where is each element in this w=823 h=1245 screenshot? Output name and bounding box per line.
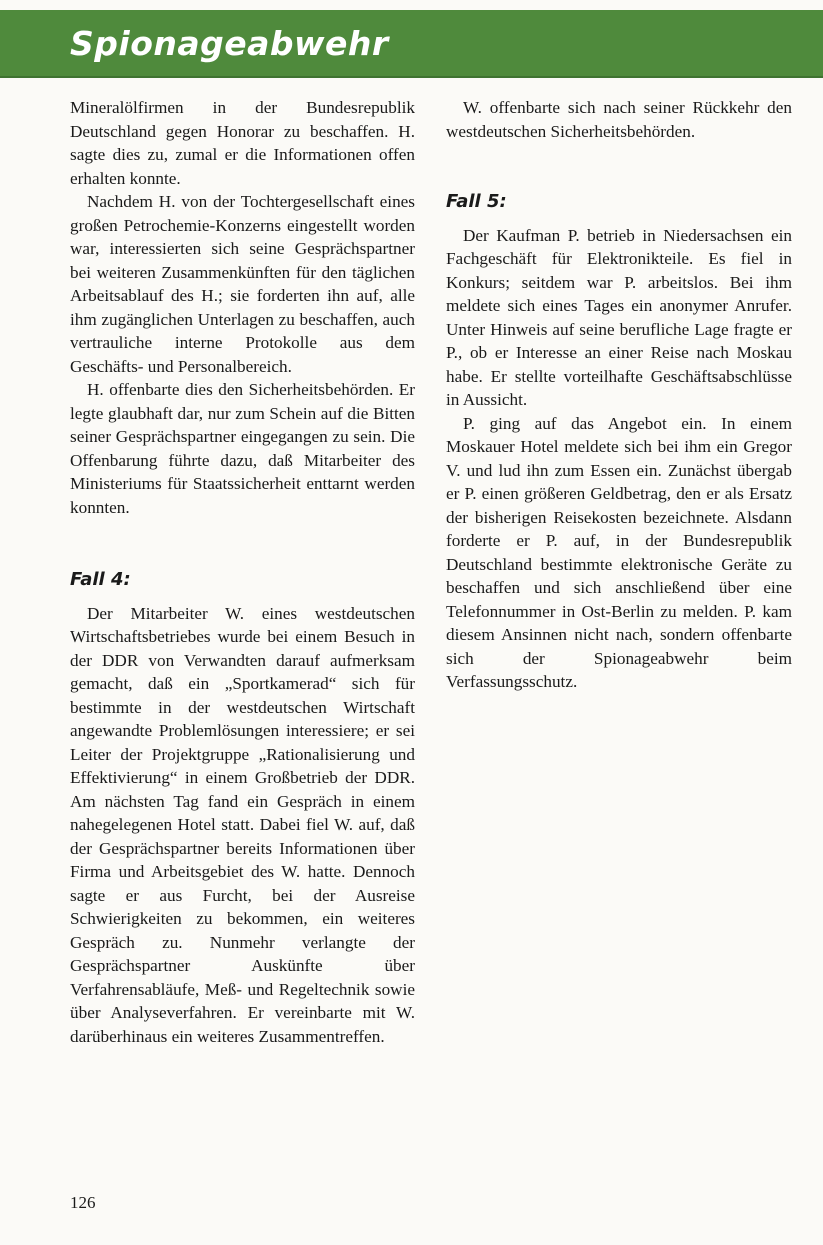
paragraph: Der Kaufman P. betrieb in Niedersachsen ein Fachgeschäft für Elektronikteile. Es fiel in Konkurs; seitdem war P. arbeitslos. Bei ihm meldete sich eines Tages ein anonymer Anrufer. Unter Hinweis auf seine berufliche Lage fragte er P., ob er Interesse an einer Reise nach Moskau habe. Er stellte vorteilhafte Geschäftsabschlüsse in Aussicht. [446, 225, 792, 409]
right-column [446, 96, 792, 694]
case-5-heading: Fall 5: [446, 191, 507, 212]
paragraph: Der Mitarbeiter W. eines westdeutschen Wirtschaftsbetriebes wurde bei einem Besuch in der DDR von Verwandten darauf aufmerksam gemacht, daß ein „Sportkamerad“ sich für bestimmte in der westdeutschen Wirtschaft angewandte Problemlösungen interessiere; er sei Leiter der Projektgruppe „Rationalisierung und Effektivierung“ in einem Großbetrieb der DDR. Am nächsten Tag fand ein Gespräch in einem nahegelegenen Hotel statt. Dabei fiel W. auf, daß der Gesprächspartner bereits Informationen über Firma und Arbeitsgebiet des W. hatte. Dennoch sagte er aus Furcht, bei der Ausreise Schwierigkeiten zu bekommen, ein weiteres Gespräch zu. Nunmehr verlangte der Gesprächspartner Auskünfte über Verfahrensabläufe, Meß- und Regeltechnik sowie über Analyseverfahren. Er vereinbarte mit W. darüberhinaus ein weiteres Zusammentreffen. [70, 603, 415, 1046]
paragraph: Nachdem H. von der Tochtergesellschaft eines großen Petrochemie-Konzerns eingestellt worden war, interessierten sich seine Gesprächspartner bei weiteren Zusammenkünften für den täglichen Arbeitsablauf des H.; sie forderten ihn auf, alle ihm zugänglichen Unterlagen zu beschaffen, auch vertrauliche interne Protokolle aus dem Geschäfts- und Personalbereich. [70, 192, 415, 376]
case-4-heading: Fall 4: [70, 569, 131, 590]
page-number: 126 [70, 1193, 96, 1212]
section-header-bar [0, 10, 823, 78]
left-column [70, 96, 415, 1048]
paragraph: H. offenbarte dies den Sicherheitsbehörden. Er legte glaubhaft dar, nur zum Schein auf die Bitten seiner Gesprächspartner eingegangen zu sein. Die Offenbarung führte dazu, daß Mitarbeiter des Ministeriums für Staatssicherheit enttarnt werden konnten. [70, 380, 415, 517]
paragraph: Mineralölfirmen in der Bundesrepublik Deutschland gegen Honorar zu beschaffen. H. sagte dies zu, zumal er die Informationen offen erhalten konnte. [70, 98, 415, 188]
section-title: Spionageabwehr [70, 24, 389, 63]
paragraph: P. ging auf das Angebot ein. In einem Moskauer Hotel meldete sich bei ihm ein Gregor V. und lud ihn zum Essen ein. Zunächst übergab er P. einen größeren Geldbetrag, den er als Ersatz der bisherigen Reisekosten bezeichnete. Alsdann forderte er P. auf, in der Bundesrepublik Deutschland bestimmte elektronische Geräte zu beschaffen und sich anschließend über eine Telefonnummer in Ost-Berlin zu melden. P. kam diesem Ansinnen nicht nach, sondern offenbarte sich der Spionageabwehr beim Verfassungsschutz. [446, 413, 792, 691]
paragraph: W. offenbarte sich nach seiner Rückkehr den westdeutschen Sicherheitsbehörden. [446, 98, 792, 141]
